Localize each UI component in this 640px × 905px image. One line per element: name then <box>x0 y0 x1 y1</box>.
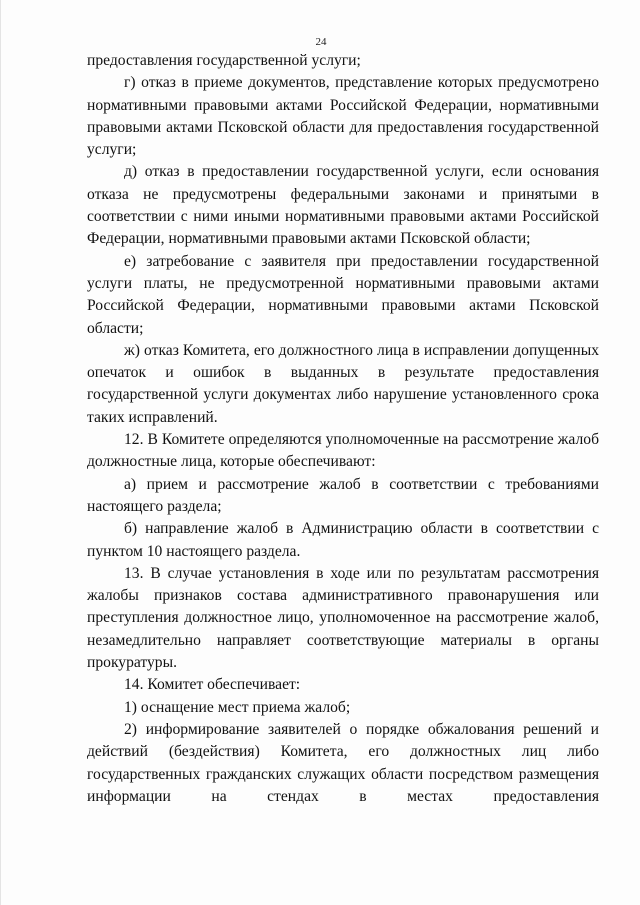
paragraph-clause-13: 13. В случае установления в ходе или по результатам рассмотрения жалобы признаков состава административного правонарушения или преступления должностное лицо, уполномоченное на рассмотрение жалоб, незамедлительно направляет соответствующие материалы в органы прокуратуры. <box>87 564 599 672</box>
document-body <box>87 50 599 808</box>
paragraph-clause-12: 12. В Комитете определяются уполномоченные на рассмотрение жалоб должностные лица, которые обеспечивают: <box>87 431 599 471</box>
paragraph-clause-14: 14. Комитет обеспечивает: <box>124 676 301 694</box>
paragraph-item-1: 1) оснащение мест приема жалоб; <box>124 698 351 716</box>
paragraph-item-zh: ж) отказ Комитета, его должностного лица в исправлении допущенных опечаток и ошибок в выданных в результате предоставления государственной услуги документах либо нарушение установленного срока таких исправлений. <box>87 341 599 426</box>
page-number: 24 <box>315 36 327 48</box>
paragraph-item-e: е) затребование с заявителя при предоставлении государственной услуги платы, не предусмотренной нормативными правовыми актами Российской Федерации, нормативными правовыми актами Псковской области; <box>87 252 599 337</box>
paragraph-item-a: а) прием и рассмотрение жалоб в соответствии с требованиями настоящего раздела; <box>87 475 599 515</box>
paragraph-continuation: предоставления государственной услуги; <box>87 52 361 69</box>
paragraph-item-d: д) отказ в предоставлении государственной услуги, если основания отказа не предусмотрены федеральными законами и принятыми в соответствии с ними иными нормативными правовыми актами Российской Федерации, нормативными правовыми актами Псковской области; <box>87 163 599 248</box>
paragraph-item-b: б) направление жалоб в Администрацию области в соответствии с пунктом 10 настоящего раздела. <box>87 520 599 560</box>
paragraph-item-g: г) отказ в приеме документов, представление которых предусмотрено нормативными правовыми актами Российской Федерации, нормативными правовыми актами Псковской области для предоставления государственной услуги; <box>87 74 599 159</box>
paragraph-item-2: 2) информирование заявителей о порядке обжалования решений и действий (бездействия) Комитета, его должностных лиц либо государственных гражданских служащих области посредством размещения информации на стендах в местах предоставления <box>87 720 599 805</box>
